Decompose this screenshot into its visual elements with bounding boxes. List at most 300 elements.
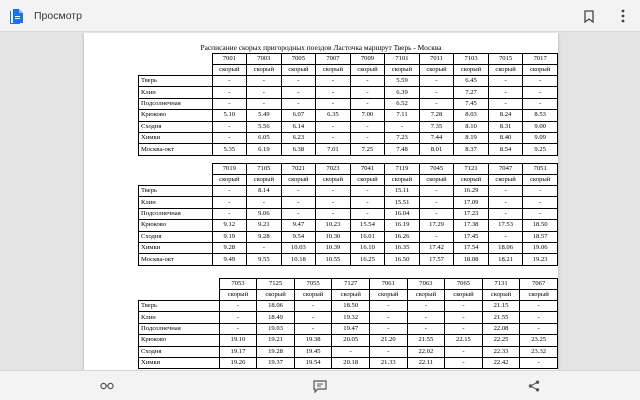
station-name: Сходня (139, 231, 213, 242)
time-cell: - (419, 231, 454, 242)
table-row (139, 76, 558, 87)
time-cell: - (212, 121, 247, 132)
time-cell: - (385, 121, 420, 132)
time-cell: 19.45 (294, 346, 332, 357)
train-type: скорый (419, 175, 454, 186)
table-row (139, 121, 558, 132)
train-type: скорый (385, 65, 420, 76)
time-cell: 10.23 (316, 220, 351, 231)
train-number: 7007 (316, 54, 351, 65)
station-name: Клин (139, 312, 220, 323)
train-type: скорый (454, 65, 489, 76)
time-cell: - (316, 87, 351, 98)
time-cell: - (316, 132, 351, 143)
time-cell: - (316, 121, 351, 132)
train-number: 7051 (523, 164, 558, 175)
time-cell: 8.54 (488, 144, 523, 155)
table-row (139, 197, 558, 208)
time-cell: 23.25 (520, 335, 558, 346)
table-row (139, 312, 558, 323)
time-cell: 21.15 (482, 301, 520, 312)
station-name: Москва-окт (139, 254, 213, 265)
train-type-row (139, 65, 558, 76)
time-cell: - (316, 186, 351, 197)
time-cell: 16.25 (350, 254, 385, 265)
train-type: скорый (316, 175, 351, 186)
train-type: скорый (370, 290, 408, 301)
table-row (139, 208, 558, 219)
time-cell: 6.19 (247, 144, 282, 155)
time-cell: - (407, 312, 445, 323)
train-number: 7009 (350, 54, 385, 65)
time-cell: 10.18 (281, 254, 316, 265)
page-title: Просмотр (34, 9, 82, 22)
station-name: Тверь (139, 76, 213, 87)
train-number: 7021 (281, 164, 316, 175)
train-type: скорый (407, 290, 445, 301)
table-row (139, 98, 558, 109)
time-cell: - (488, 76, 523, 87)
train-type: скорый (350, 65, 385, 76)
time-cell: 6.14 (281, 121, 316, 132)
train-number: 7019 (212, 164, 247, 175)
time-cell: 18.06 (488, 242, 523, 253)
time-cell: 21.33 (370, 357, 408, 368)
table-row (139, 357, 558, 368)
time-cell: 16.29 (454, 186, 489, 197)
time-cell: 8.40 (488, 132, 523, 143)
document-viewport[interactable] (0, 33, 640, 370)
time-cell: 8.37 (454, 144, 489, 155)
train-number: 7017 (523, 54, 558, 65)
time-cell: 18.50 (332, 301, 370, 312)
share-icon[interactable] (519, 371, 549, 400)
time-cell: 19.23 (523, 254, 558, 265)
time-cell: 8.01 (419, 144, 454, 155)
table-row (139, 242, 558, 253)
time-cell: - (419, 186, 454, 197)
station-name: Подсолнечная (139, 323, 220, 334)
time-cell: - (281, 208, 316, 219)
time-cell: 9.06 (247, 208, 282, 219)
time-cell: 6.39 (385, 87, 420, 98)
train-type: скорый (520, 290, 558, 301)
time-cell: 5.10 (212, 110, 247, 121)
time-cell: 17.23 (454, 208, 489, 219)
train-number: 7015 (488, 54, 523, 65)
time-cell: - (350, 76, 385, 87)
time-cell: 19.26 (219, 357, 257, 368)
time-cell: - (419, 76, 454, 87)
time-cell: 7.00 (350, 110, 385, 121)
header-corner-cell (139, 54, 213, 65)
document-icon[interactable] (10, 8, 24, 24)
table-row (139, 346, 558, 357)
time-cell: - (488, 231, 523, 242)
time-cell: - (407, 323, 445, 334)
time-cell: 19.17 (219, 346, 257, 357)
time-cell: 20.18 (332, 357, 370, 368)
time-cell: 9.55 (247, 254, 282, 265)
train-number: 7011 (419, 54, 454, 65)
time-cell: 23.32 (520, 346, 558, 357)
time-cell: 8.31 (488, 121, 523, 132)
time-cell: - (281, 197, 316, 208)
time-cell: 9.28 (247, 231, 282, 242)
time-cell: 18.49 (257, 312, 295, 323)
station-name: Крюково (139, 220, 213, 231)
train-number-row (139, 164, 558, 175)
train-type: скорый (523, 65, 558, 76)
time-cell: - (247, 87, 282, 98)
train-type: скорый (454, 175, 489, 186)
time-cell: 9.49 (212, 254, 247, 265)
time-cell: - (212, 208, 247, 219)
time-cell: 7.48 (385, 144, 420, 155)
time-cell: 9.12 (212, 220, 247, 231)
time-cell: 5.56 (247, 121, 282, 132)
time-cell: 19.28 (257, 346, 295, 357)
time-cell: - (350, 208, 385, 219)
train-type: скорый (212, 175, 247, 186)
time-cell: 7.25 (350, 144, 385, 155)
time-cell: - (419, 98, 454, 109)
document-title: Расписание скорых пригородных поездов Ласточка маршрут Тверь - Москва (200, 43, 442, 52)
time-cell: - (316, 197, 351, 208)
table-row (139, 254, 558, 265)
time-cell: 8.24 (488, 110, 523, 121)
time-cell: - (488, 98, 523, 109)
time-cell: - (350, 132, 385, 143)
time-cell: 7.28 (419, 110, 454, 121)
time-cell: 6.45 (454, 76, 489, 87)
time-cell: - (332, 346, 370, 357)
time-cell: 9.54 (281, 231, 316, 242)
station-name: Химки (139, 242, 213, 253)
time-cell: 10.30 (316, 231, 351, 242)
time-cell: 8.19 (454, 132, 489, 143)
time-cell: 7.23 (385, 132, 420, 143)
table-row (139, 87, 558, 98)
time-cell: - (523, 197, 558, 208)
train-type: скорый (316, 65, 351, 76)
train-type: скорый (445, 290, 483, 301)
train-type: скорый (212, 65, 247, 76)
train-type: скорый (488, 175, 523, 186)
time-cell: 5.35 (212, 144, 247, 155)
time-cell: 16.50 (385, 254, 420, 265)
time-cell: - (247, 242, 282, 253)
train-type: скорый (350, 175, 385, 186)
train-type: скорый (385, 175, 420, 186)
time-cell: - (370, 312, 408, 323)
train-number-row (139, 54, 558, 65)
time-cell: 9.00 (523, 121, 558, 132)
train-number: 7101 (385, 54, 420, 65)
table-row (139, 231, 558, 242)
more-vert-icon[interactable] (606, 0, 640, 32)
station-name: Крюково (139, 110, 213, 121)
time-cell: - (407, 301, 445, 312)
time-cell: - (520, 323, 558, 334)
time-cell: 19.54 (294, 357, 332, 368)
train-number: 7023 (316, 164, 351, 175)
time-cell: 10.55 (316, 254, 351, 265)
time-cell: 18.57 (523, 231, 558, 242)
time-cell: 22.42 (482, 357, 520, 368)
time-cell: 17.53 (488, 220, 523, 231)
time-cell: - (520, 357, 558, 368)
time-cell: 15.51 (385, 197, 420, 208)
time-cell: 19.32 (332, 312, 370, 323)
time-cell: 16.01 (350, 231, 385, 242)
bookmark-icon[interactable] (572, 0, 606, 32)
time-cell: 19.37 (257, 357, 295, 368)
time-cell: - (370, 346, 408, 357)
train-number: 7127 (332, 279, 370, 290)
time-cell: - (523, 76, 558, 87)
table-row (139, 220, 558, 231)
time-cell: - (488, 87, 523, 98)
time-cell: - (281, 76, 316, 87)
train-type-row (139, 175, 558, 186)
time-cell: 17.42 (419, 242, 454, 253)
train-number: 7041 (350, 164, 385, 175)
train-type-row (139, 290, 558, 301)
station-name: Тверь (139, 301, 220, 312)
time-cell: - (488, 197, 523, 208)
train-type: скорый (281, 175, 316, 186)
time-cell: - (212, 197, 247, 208)
time-cell: - (488, 186, 523, 197)
train-number: 7001 (212, 54, 247, 65)
time-cell: 16.35 (385, 242, 420, 253)
header-corner-cell (139, 65, 213, 76)
train-type: скорый (419, 65, 454, 76)
time-cell: - (350, 98, 385, 109)
time-cell: 5.49 (247, 110, 282, 121)
reading-mode-icon[interactable] (92, 371, 122, 400)
time-cell: 17.57 (419, 254, 454, 265)
time-cell: 16.26 (385, 231, 420, 242)
time-cell: 19.03 (257, 323, 295, 334)
header-corner-cell (139, 290, 220, 301)
time-cell: 22.08 (482, 323, 520, 334)
time-cell: 7.11 (385, 110, 420, 121)
time-cell: 10.39 (316, 242, 351, 253)
time-cell: 9.19 (212, 231, 247, 242)
time-cell: 21.55 (407, 335, 445, 346)
train-number-row (139, 279, 558, 290)
time-cell: 16.19 (385, 220, 420, 231)
time-cell: 9.47 (281, 220, 316, 231)
time-cell: 17.38 (454, 220, 489, 231)
time-cell: 8.03 (454, 110, 489, 121)
train-type: скорый (281, 65, 316, 76)
time-cell: - (445, 346, 483, 357)
train-type: скорый (523, 175, 558, 186)
time-cell: - (294, 301, 332, 312)
time-cell: 6.38 (281, 144, 316, 155)
table-row (139, 323, 558, 334)
time-cell: 18.08 (454, 254, 489, 265)
station-name: Химки (139, 132, 213, 143)
time-cell: - (520, 301, 558, 312)
time-cell: 22.11 (407, 357, 445, 368)
station-name: Москва-окт (139, 144, 213, 155)
time-cell: 17.09 (454, 197, 489, 208)
time-cell: 17.29 (419, 220, 454, 231)
time-cell: - (294, 323, 332, 334)
train-number: 7121 (454, 164, 489, 175)
time-cell: 19.38 (294, 335, 332, 346)
time-cell: - (316, 208, 351, 219)
time-cell: - (523, 208, 558, 219)
station-name: Подсолнечная (139, 98, 213, 109)
time-cell: - (445, 301, 483, 312)
train-type: скорый (247, 175, 282, 186)
time-cell: 19.10 (219, 335, 257, 346)
time-cell: - (523, 186, 558, 197)
time-cell: 17.54 (454, 242, 489, 253)
table-row (139, 132, 558, 143)
train-number: 7005 (281, 54, 316, 65)
comment-icon[interactable] (305, 371, 335, 400)
time-cell: 22.02 (407, 346, 445, 357)
time-cell: 5.59 (385, 76, 420, 87)
time-cell: 8.53 (523, 110, 558, 121)
time-cell: 20.05 (332, 335, 370, 346)
train-number: 7053 (219, 279, 257, 290)
train-number: 7061 (370, 279, 408, 290)
time-cell: 22.33 (482, 346, 520, 357)
train-number: 7003 (247, 54, 282, 65)
time-cell: 6.07 (281, 110, 316, 121)
time-cell: - (212, 76, 247, 87)
station-name: Сходня (139, 121, 213, 132)
station-name: Подсолнечная (139, 208, 213, 219)
app-bar (0, 0, 640, 32)
time-cell: - (219, 312, 257, 323)
time-cell: - (488, 208, 523, 219)
train-type: скорый (294, 290, 332, 301)
train-number: 7055 (294, 279, 332, 290)
time-cell: 6.52 (385, 98, 420, 109)
time-cell: - (212, 186, 247, 197)
time-cell: 22.25 (482, 335, 520, 346)
time-cell: - (212, 98, 247, 109)
time-cell: 19.06 (523, 242, 558, 253)
header-corner-cell (139, 164, 213, 175)
time-cell: - (294, 312, 332, 323)
station-name: Клин (139, 87, 213, 98)
station-name: Химки (139, 357, 220, 368)
time-cell: 9.25 (523, 144, 558, 155)
time-cell: - (419, 208, 454, 219)
time-cell: 6.35 (316, 110, 351, 121)
table-row (139, 301, 558, 312)
schedule-table-1 (138, 53, 558, 156)
train-number: 7125 (257, 279, 295, 290)
time-cell: - (316, 98, 351, 109)
time-cell: - (445, 312, 483, 323)
time-cell: - (523, 87, 558, 98)
time-cell: - (520, 312, 558, 323)
train-type: скорый (247, 65, 282, 76)
time-cell: 16.04 (385, 208, 420, 219)
time-cell: - (212, 87, 247, 98)
time-cell: 17.45 (454, 231, 489, 242)
time-cell: - (350, 197, 385, 208)
bottom-bar (0, 370, 640, 400)
time-cell: 6.05 (247, 132, 282, 143)
train-number: 7047 (488, 164, 523, 175)
time-cell: 7.35 (419, 121, 454, 132)
time-cell: 9.09 (523, 132, 558, 143)
time-cell: 7.45 (454, 98, 489, 109)
train-number: 7045 (419, 164, 454, 175)
time-cell: 10.03 (281, 242, 316, 253)
train-type: скорый (482, 290, 520, 301)
train-number: 7131 (482, 279, 520, 290)
station-name: Клин (139, 197, 213, 208)
train-number: 7063 (407, 279, 445, 290)
time-cell: 18.50 (523, 220, 558, 231)
time-cell: 21.20 (370, 335, 408, 346)
time-cell: 15.11 (385, 186, 420, 197)
table-row (139, 110, 558, 121)
train-number: 7103 (454, 54, 489, 65)
time-cell: - (350, 186, 385, 197)
time-cell: 6.23 (281, 132, 316, 143)
station-name: Тверь (139, 186, 213, 197)
time-cell: - (523, 98, 558, 109)
time-cell: 18.21 (488, 254, 523, 265)
train-type: скорый (257, 290, 295, 301)
train-number: 7067 (520, 279, 558, 290)
header-corner-cell (139, 279, 220, 290)
station-name: Сходня (139, 346, 220, 357)
time-cell: - (370, 301, 408, 312)
time-cell: 9.28 (212, 242, 247, 253)
header-corner-cell (139, 175, 213, 186)
time-cell: - (316, 76, 351, 87)
time-cell: - (445, 323, 483, 334)
time-cell: 7.01 (316, 144, 351, 155)
time-cell: - (281, 186, 316, 197)
station-name: Крюково (139, 335, 220, 346)
time-cell: - (247, 197, 282, 208)
time-cell: 19.21 (257, 335, 295, 346)
time-cell: - (247, 98, 282, 109)
train-type: скорый (219, 290, 257, 301)
time-cell: - (350, 121, 385, 132)
train-type: скорый (488, 65, 523, 76)
time-cell: 7.44 (419, 132, 454, 143)
train-type: скорый (332, 290, 370, 301)
time-cell: 7.27 (454, 87, 489, 98)
time-cell: 15.54 (350, 220, 385, 231)
time-cell: 22.15 (445, 335, 483, 346)
table-row (139, 335, 558, 346)
time-cell: - (281, 87, 316, 98)
time-cell: 18.06 (257, 301, 295, 312)
time-cell: - (370, 323, 408, 334)
train-number: 7119 (385, 164, 420, 175)
time-cell: - (445, 357, 483, 368)
time-cell: 16.10 (350, 242, 385, 253)
time-cell: 19.47 (332, 323, 370, 334)
